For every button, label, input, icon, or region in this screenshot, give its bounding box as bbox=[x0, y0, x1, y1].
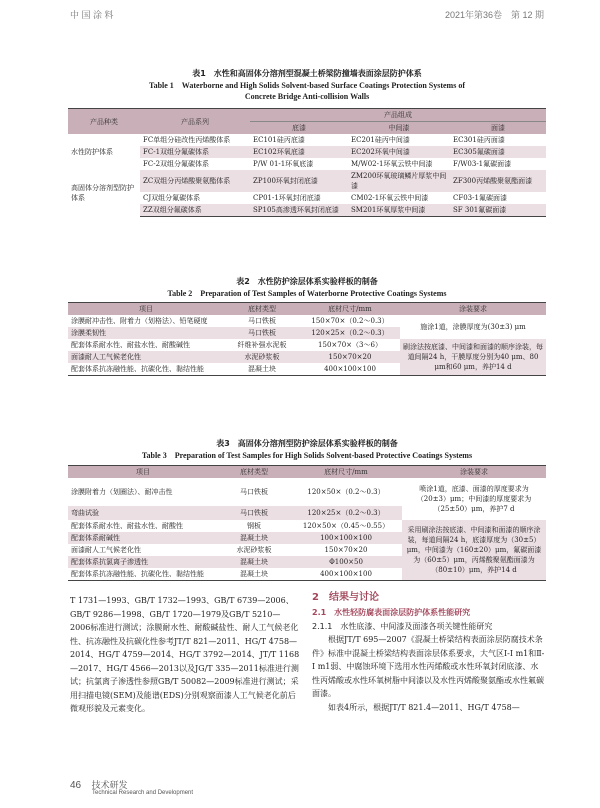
t1-middle: M/W02-1环氧云铁中间漆 bbox=[348, 158, 450, 170]
t1-middle: EC201硅丙中间漆 bbox=[348, 134, 450, 146]
t2-item: 面漆耐人工气候老化性 bbox=[68, 351, 224, 363]
t3-item: 配套体系耐水性、耐盐水性、耐酸性 bbox=[68, 520, 218, 532]
t1-top: SF 301氟碳面漆 bbox=[450, 204, 546, 217]
issue-info: 2021年第36卷 第 12 期 bbox=[444, 10, 544, 20]
t1-primer: CP01-1环氧封闭底漆 bbox=[250, 192, 348, 204]
t1-primer: ZP100环氧封闭底漆 bbox=[250, 170, 348, 192]
t1-top: CF03-1氟碳面漆 bbox=[450, 192, 546, 204]
table1-caption-en-2: Concrete Bridge Anti-collision Walls bbox=[244, 92, 370, 101]
t3-substrate: 马口铁板 bbox=[218, 506, 290, 520]
running-header bbox=[70, 6, 544, 20]
table2-caption-cn: 表2 水性防护涂层体系实验样板的制备 bbox=[236, 277, 378, 286]
t2-size: 120×25×（0.2～0.3） bbox=[300, 327, 400, 339]
t3-size: 120×25×（0.2～0.3） bbox=[290, 506, 402, 520]
t2-size: 150×70×（3～6） bbox=[300, 339, 400, 351]
t1-top: EC301硅丙面漆 bbox=[450, 134, 546, 146]
t1-top: F/W03-1氟碳面漆 bbox=[450, 158, 546, 170]
t3-header-requirement: 涂装要求 bbox=[402, 466, 546, 479]
t2-size: 150×70×20 bbox=[300, 351, 400, 363]
t1-primer: EC102环氧底漆 bbox=[250, 146, 348, 158]
t2-item: 涂膜柔韧性 bbox=[68, 327, 224, 339]
t1-middle: ZM200环氧玻璃鳞片厚浆中间漆 bbox=[348, 170, 450, 192]
table1 bbox=[68, 108, 546, 217]
footer-journal-title: 技术研发 bbox=[91, 780, 128, 790]
table3 bbox=[68, 465, 546, 581]
t3-item: 面漆耐人工气候老化性 bbox=[68, 544, 218, 556]
t3-item: 弯曲试验 bbox=[68, 506, 218, 520]
right-column-text bbox=[312, 590, 546, 714]
t3-item: 涂膜附着力（划圈法）、耐冲击性 bbox=[68, 478, 218, 506]
t1-series: FC单组分硅改性丙烯酸体系 bbox=[140, 134, 250, 146]
t2-header-requirement: 涂装要求 bbox=[400, 303, 546, 316]
t3-requirement-b: 采用刷涂法按底漆、中间漆和面漆的顺序涂装，每道间隔24 h，底漆厚度为（30±5）μm，中间漆为（160±20）μm，氟碳面漆为（60±5）μm，丙烯酸聚氨酯面漆为（80±10）μm，养护14 d bbox=[402, 520, 546, 581]
t1-header-top: 面漆 bbox=[450, 122, 546, 135]
t3-substrate: 混凝土块 bbox=[218, 532, 290, 544]
t2-header-item: 项目 bbox=[68, 303, 224, 316]
t3-header-substrate: 底材类型 bbox=[218, 466, 290, 479]
left-paragraph: T 1731—1993、GB/T 1732—1993、GB/T 6739—2006、GB/T 9286—1998、GB/T 1720—1979及GB/T 5210—2006标准进行测试；涂膜耐水性、耐酸碱盐性、耐人工气候老化性、抗冻融性及抗碳化性参考JT/T 821—2011、HG/T 4758—2014、HG/T 4759—2014、HG/T 3792—2014、JT/T 1168—2017、HG/T 4566—2013以及JG/T 335—2011标准进行测试；抗氯离子渗透性参照GB/T 50082—2009标准进行测试；采用扫描电镜(SEM)及能谱(EDS)分别观察面漆人工气候老化前后微观形貌及元素变化。 bbox=[70, 596, 300, 713]
t1-header-series: 产品系列 bbox=[140, 109, 250, 135]
section-heading: 2 结果与讨论 bbox=[312, 592, 379, 603]
t2-substrate: 水泥砂浆板 bbox=[224, 351, 300, 363]
t2-item: 配套体系抗冻融性能、抗碳化性、黏结性能 bbox=[68, 363, 224, 376]
t3-size: 120×50×（0.2～0.3） bbox=[290, 478, 402, 506]
t2-size: 400×100×100 bbox=[300, 363, 400, 376]
t3-size: Φ100×50 bbox=[290, 556, 402, 568]
t1-middle: EC202环氧中间漆 bbox=[348, 146, 450, 158]
t1-category: 高固体分溶剂型防护体系 bbox=[68, 170, 140, 217]
t1-category: 水性防护体系 bbox=[68, 134, 140, 170]
t3-header-item: 项目 bbox=[68, 466, 218, 479]
t3-item: 配套体系抗氯离子渗透性 bbox=[68, 556, 218, 568]
t2-header-substrate: 底材类型 bbox=[224, 303, 300, 316]
t2-substrate: 混凝土块 bbox=[224, 363, 300, 376]
t3-requirement-a: 喷涂1道，底漆、面漆的厚度要求为（20±3）μm；中间漆的厚度要求为（25±50）μm，养护7 d bbox=[402, 478, 546, 520]
t3-header-size: 底材尺寸/mm bbox=[290, 466, 402, 479]
table1-caption-cn: 表1 水性和高固体分溶剂型混凝土桥梁防撞墙表面涂层防护体系 bbox=[192, 69, 422, 78]
t1-primer: P/W 01-1环氧底漆 bbox=[250, 158, 348, 170]
t1-series: ZC双组分丙烯酸聚氨酯体系 bbox=[140, 170, 250, 192]
t2-substrate: 纤维补强水泥板 bbox=[224, 339, 300, 351]
page-number: 46 bbox=[70, 780, 82, 791]
t2-header-size: 底材尺寸/mm bbox=[300, 303, 400, 316]
footer-journal-en: Technical Research and Development bbox=[92, 790, 194, 796]
t3-size: 120×50×（0.45～0.55） bbox=[290, 520, 402, 532]
t3-substrate: 钢板 bbox=[218, 520, 290, 532]
t1-series: CJ双组分氟碳体系 bbox=[140, 192, 250, 204]
t3-substrate: 马口铁板 bbox=[218, 478, 290, 506]
t1-top: EC305氟碳面漆 bbox=[450, 146, 546, 158]
t1-header-middle: 中间漆 bbox=[348, 122, 450, 135]
t2-size: 150×70×（0.2～0.3） bbox=[300, 315, 400, 327]
t2-substrate: 马口铁板 bbox=[224, 327, 300, 339]
t1-series: ZZ双组分氟碳体系 bbox=[140, 204, 250, 217]
journal-name: 中 国 涂 料 bbox=[70, 10, 114, 20]
subsubsection-heading: 2.1.1 水性底漆、中间漆及面漆各项关键性能研究 bbox=[312, 621, 493, 631]
paragraph-2: 如表4所示，根据JT/T 821.4—2011、HG/T 4758— bbox=[328, 702, 520, 712]
t1-middle: SM201环氧厚浆中间漆 bbox=[348, 204, 450, 217]
t3-substrate: 混凝土块 bbox=[218, 568, 290, 581]
t2-substrate: 马口铁板 bbox=[224, 315, 300, 327]
t3-item: 配套体系抗冻融性能、抗碳化性、黏结性能 bbox=[68, 568, 218, 581]
t1-header-composition: 产品组成 bbox=[250, 109, 546, 122]
t2-requirement-a: 施涂1道，涂膜厚度为(30±3) μm bbox=[400, 315, 546, 339]
t3-size: 150×70×20 bbox=[290, 544, 402, 556]
table1-caption-en-1: Table 1 Waterborne and High Solids Solvent-based Surface Coatings Protection Systems of bbox=[148, 81, 465, 90]
t1-middle: CM02-1环氧云铁中间漆 bbox=[348, 192, 450, 204]
t1-series: FC-2双组分氟碳体系 bbox=[140, 158, 250, 170]
subsection-heading: 2.1 水性轻防腐表面涂层防护体系性能研究 bbox=[312, 608, 471, 617]
t1-series: FC-1双组分氟碳体系 bbox=[140, 146, 250, 158]
t3-size: 400×100×100 bbox=[290, 568, 402, 581]
t3-substrate: 水泥砂浆板 bbox=[218, 544, 290, 556]
t3-substrate: 混凝土块 bbox=[218, 556, 290, 568]
t1-top: ZF300丙烯酸聚氨酯面漆 bbox=[450, 170, 546, 192]
table2 bbox=[68, 302, 546, 376]
t3-item: 配套体系耐碱性 bbox=[68, 532, 218, 544]
page-footer bbox=[70, 775, 193, 796]
table3-caption-en: Table 3 Preparation of Test Samples for High Solids Solvent-based Protective Coatings Systems bbox=[141, 451, 473, 460]
t1-primer: SP105高渗透环氧封闭底漆 bbox=[250, 204, 348, 217]
t1-header-category: 产品种类 bbox=[68, 109, 140, 135]
paragraph-1: 根据JT/T 695—2007《混凝土桥梁结构表面涂层防腐技术条件》标准中混凝土桥梁结构表面涂层体系要求，大气区Ⅰ-Ⅰ m1和Ⅱ-Ⅰ m1弱、中腐蚀环境下选用水性丙烯酸或水性环氧封闭底漆、水性丙烯酸或水性环氧树脂中间漆以及水性丙烯酸聚氨酯或水性氟碳面漆。 bbox=[312, 635, 545, 698]
t2-item: 配套体系耐水性、耐盐水性、耐酸碱性 bbox=[68, 339, 224, 351]
t2-requirement-b: 刷涂法按底漆、中间漆和面漆的顺序涂装，每道间隔24 h，干膜厚度分别为40 μm、80 μm和60 μm，养护14 d bbox=[400, 339, 546, 376]
table2-caption-en: Table 2 Preparation of Test Samples of Waterborne Protective Coatings Systems bbox=[167, 289, 447, 298]
table3-caption-cn: 表3 高固体分溶剂型防护涂层体系实验样板的制备 bbox=[216, 439, 398, 448]
t1-header-primer: 底漆 bbox=[250, 122, 348, 135]
t2-item: 涂膜耐冲击性、附着力（划格法）、铅笔硬度 bbox=[68, 315, 224, 327]
t1-primer: EC101硅丙底漆 bbox=[250, 134, 348, 146]
left-column-text bbox=[70, 594, 300, 716]
t3-size: 100×100×100 bbox=[290, 532, 402, 544]
